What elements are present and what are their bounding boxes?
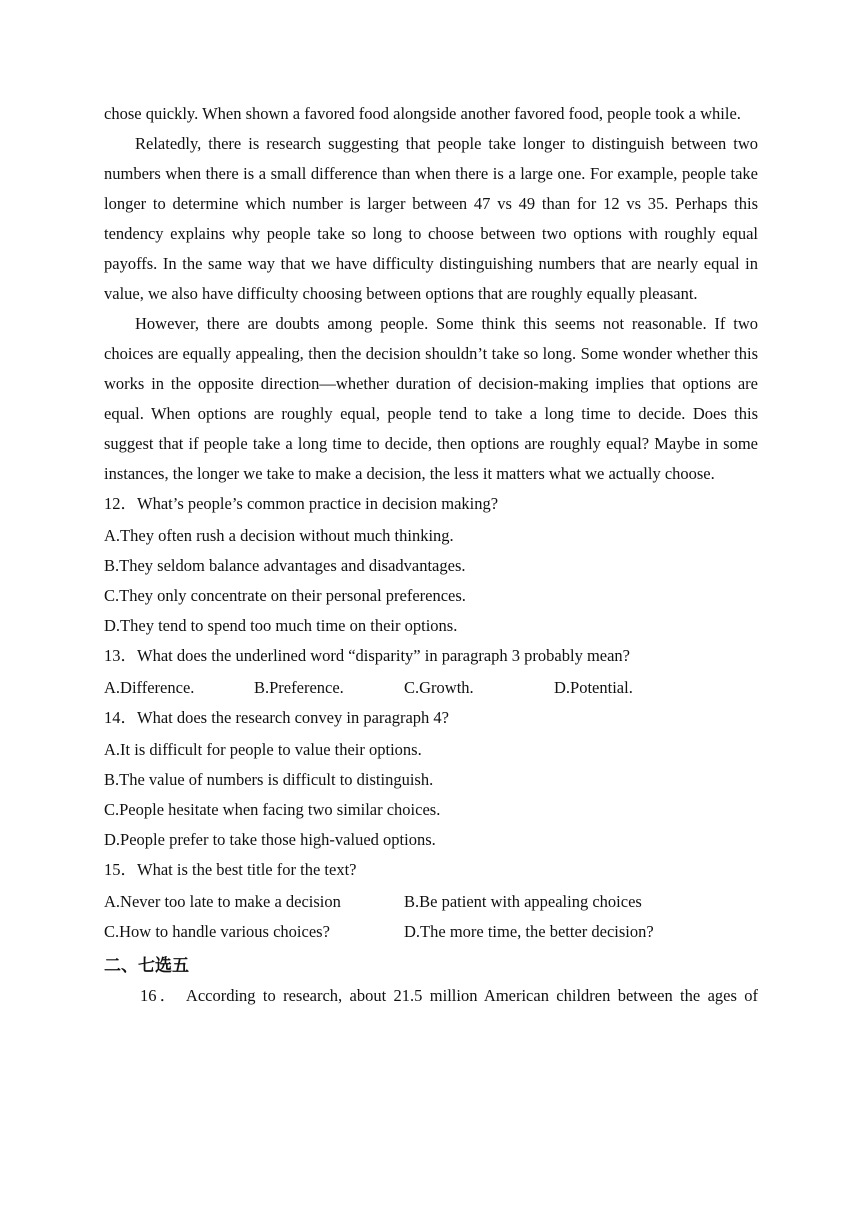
option-row xyxy=(104,917,758,947)
option-a: A.It is difficult for people to value their options. xyxy=(104,740,422,759)
passage-paragraph-tail: chose quickly. When shown a favored food alongside another favored food, people took a while. xyxy=(104,104,741,123)
option-c: C.Growth. xyxy=(404,678,474,697)
option-a: A.Difference. xyxy=(104,678,195,697)
question-stem: 15．What is the best title for the text? xyxy=(104,860,357,879)
option-c: C.They only concentrate on their personal preferences. xyxy=(104,586,466,605)
question-15 xyxy=(104,855,758,947)
question-stem: 13．What does the underlined word “disparity” in paragraph 3 probably mean? xyxy=(104,646,630,665)
question-13 xyxy=(104,641,758,703)
passage-paragraph-doubts: However, there are doubts among people. Some think this seems not reasonable. If two choices are equally appealing, then the decision shouldn’t take so long. Some wonder whether this works in the opposite direction—whether duration of decision-making implies that options are equal. When options are roughly equal, people tend to take a long time to decide. Does this suggest that if people take a long time to decide, then options are roughly equal? Maybe in some instances, the longer we take to make a decision, the less it matters what we actually choose. xyxy=(104,314,758,483)
option-d: D.People prefer to take those high-valued options. xyxy=(104,830,436,849)
option-b: B.They seldom balance advantages and disadvantages. xyxy=(104,556,466,575)
option-d: D.The more time, the better decision? xyxy=(404,922,654,941)
option-d: D.Potential. xyxy=(554,678,633,697)
question-16-intro: 16． According to research, about 21.5 million American children between the ages of xyxy=(140,986,758,1005)
option-d: D.They tend to spend too much time on their options. xyxy=(104,616,458,635)
option-b: B.Be patient with appealing choices xyxy=(404,892,642,911)
option-a: A.Never too late to make a decision xyxy=(104,892,341,911)
option-c: C.How to handle various choices? xyxy=(104,922,330,941)
question-12 xyxy=(104,489,758,641)
passage-paragraph-numbers: Relatedly, there is research suggesting that people take longer to distinguish between two numbers when there is a small difference than when there is a large one. For example, people take longer to determine which number is larger between 47 vs 49 than for 12 vs 35. Perhaps this tendency explains why people take so long to choose between two options with roughly equal payoffs. In the same way that we have difficulty distinguishing numbers that are nearly equal in value, we also have difficulty choosing between options that are roughly equally pleasant. xyxy=(104,134,758,303)
question-stem: 12．What’s people’s common practice in decision making? xyxy=(104,494,499,513)
option-b: B.Preference. xyxy=(254,678,344,697)
section-heading: 二、七选五 xyxy=(104,956,189,976)
option-c: C.People hesitate when facing two similar choices. xyxy=(104,800,441,819)
page-content xyxy=(104,99,758,1011)
question-stem: 14．What does the research convey in paragraph 4? xyxy=(104,708,449,727)
option-b: B.The value of numbers is difficult to distinguish. xyxy=(104,770,434,789)
option-a: A.They often rush a decision without much thinking. xyxy=(104,526,454,545)
question-14 xyxy=(104,703,758,855)
option-row xyxy=(104,887,758,917)
option-row xyxy=(104,673,758,703)
